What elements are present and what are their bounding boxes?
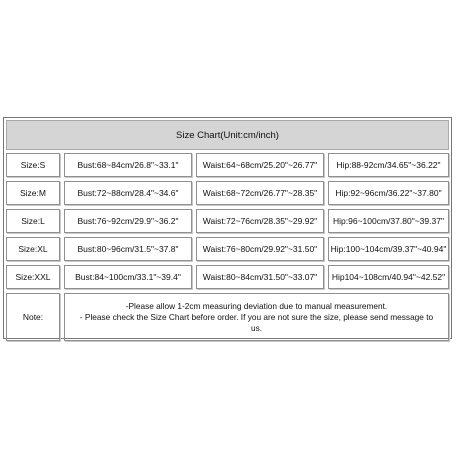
hip-measurement: Hip:92~96cm/36.22"~37.80" bbox=[328, 181, 449, 205]
size-chart-title: Size Chart(Unit:cm/inch) bbox=[6, 120, 449, 150]
hip-measurement: Hip:88-92cm/34.65"~36.22" bbox=[328, 153, 449, 177]
hip-measurement: Hip104~108cm/40.94"~42.52" bbox=[328, 265, 449, 289]
waist-measurement: Waist:76~80cm/29.92"~31.50" bbox=[196, 237, 324, 261]
hip-measurement: Hip:100~104cm/39.37"~40.94" bbox=[328, 237, 449, 261]
waist-measurement: Waist:64~68cm/25.20"~26.77" bbox=[196, 153, 324, 177]
size-row-xxl bbox=[6, 265, 449, 289]
bust-measurement: Bust:76~92cm/29.9"~36.2" bbox=[64, 209, 192, 233]
size-label: Size:S bbox=[6, 153, 60, 177]
bust-measurement: Bust:72~88cm/28.4"~34.6" bbox=[64, 181, 192, 205]
waist-measurement: Waist:80~84cm/31.50"~33.07" bbox=[196, 265, 324, 289]
note-line: - Please check the Size Chart before order. If you are not sure the size, please send message to bbox=[79, 311, 434, 322]
note-text bbox=[64, 293, 449, 341]
hip-measurement: Hip:96~100cm/37.80"~39.37" bbox=[328, 209, 449, 233]
note-line: us. bbox=[250, 322, 263, 333]
bust-measurement: Bust:80~96cm/31.5"~37.8" bbox=[64, 237, 192, 261]
size-chart-table bbox=[3, 117, 452, 339]
size-label: Size:L bbox=[6, 209, 60, 233]
note-line: -Please allow 1-2cm measuring deviation due to manual measurement. bbox=[125, 300, 388, 311]
size-row-l bbox=[6, 209, 449, 233]
bust-measurement: Bust:68~84cm/26.8"~33.1" bbox=[64, 153, 192, 177]
waist-measurement: Waist:72~76cm/28.35"~29.92" bbox=[196, 209, 324, 233]
waist-measurement: Waist:68~72cm/26.77"~28.35" bbox=[196, 181, 324, 205]
size-row-xl bbox=[6, 237, 449, 261]
bust-measurement: Bust:84~100cm/33.1"~39.4" bbox=[64, 265, 192, 289]
size-row-s bbox=[6, 153, 449, 177]
size-rows bbox=[6, 153, 449, 341]
note-row bbox=[6, 293, 449, 341]
size-label: Size:XXL bbox=[6, 265, 60, 289]
size-row-m bbox=[6, 181, 449, 205]
size-label: Size:M bbox=[6, 181, 60, 205]
note-label: Note: bbox=[6, 293, 60, 341]
size-label: Size:XL bbox=[6, 237, 60, 261]
